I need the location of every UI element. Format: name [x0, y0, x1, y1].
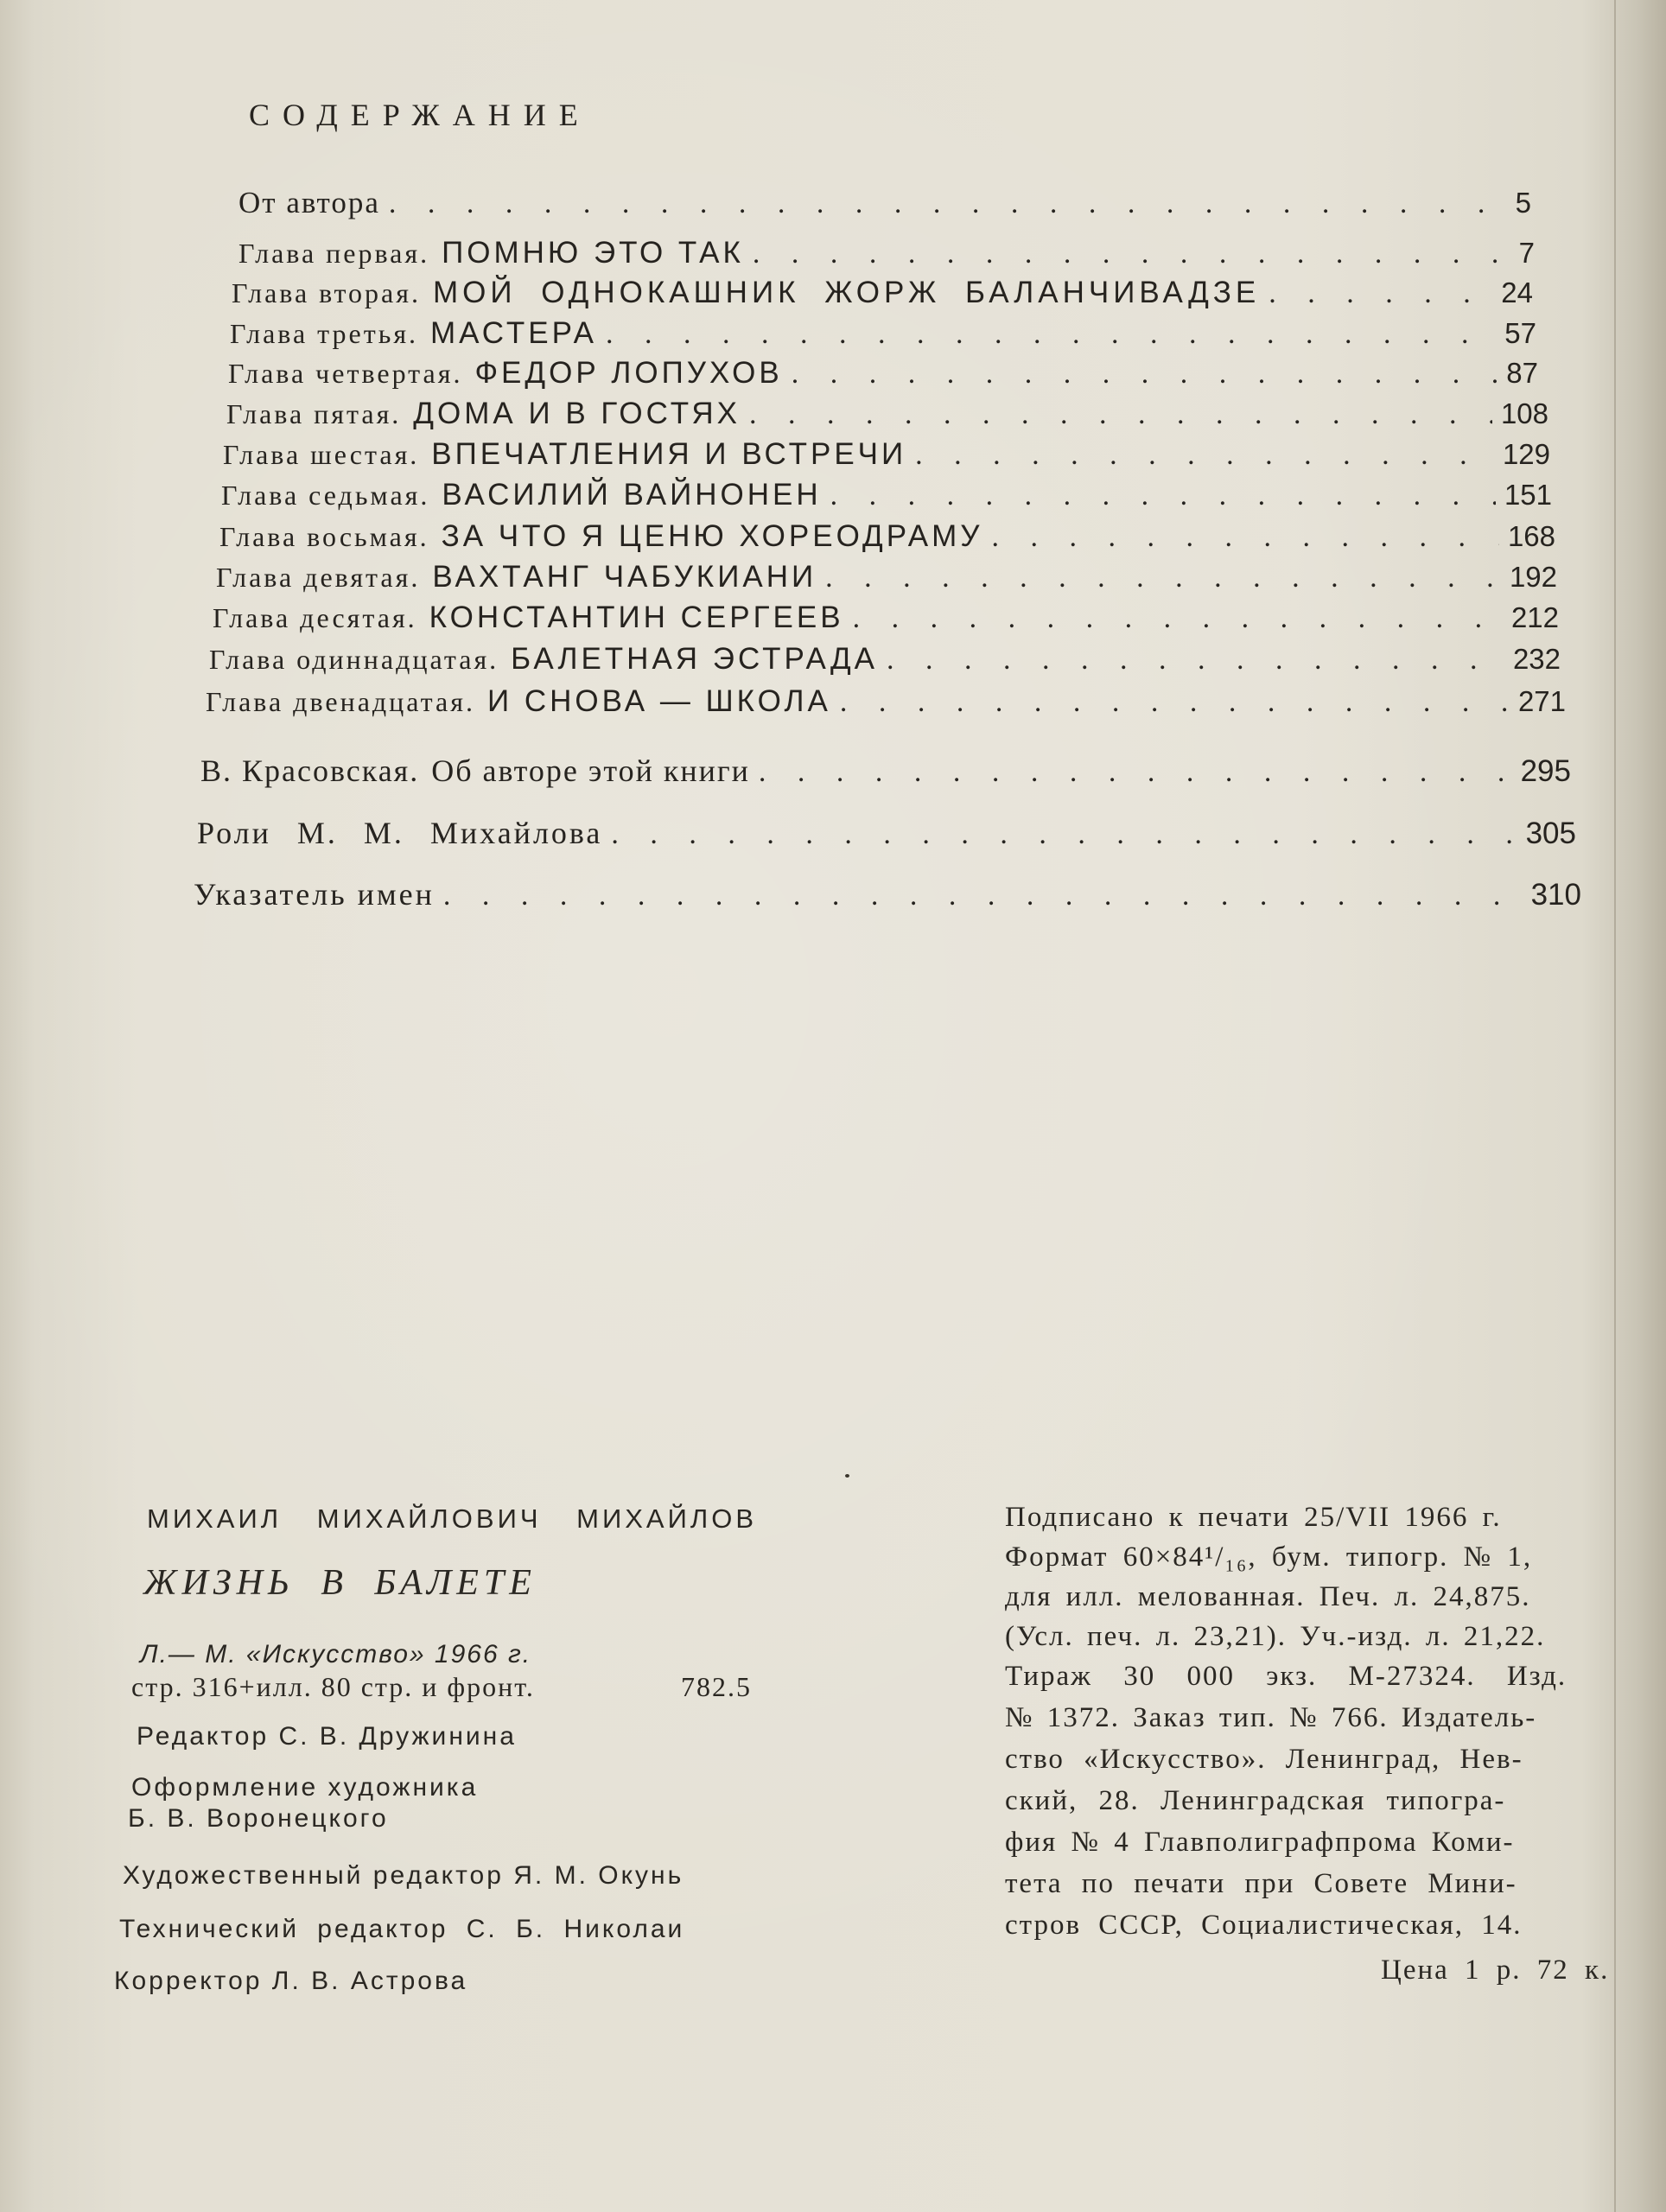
toc-entry-afterword — [200, 755, 1571, 787]
toc-leader-dots — [443, 881, 1523, 911]
toc-chapter-lead: Глава одиннадцатая. — [209, 644, 499, 675]
toc-leader-dots — [606, 320, 1496, 349]
toc-page-number: 305 — [1525, 817, 1576, 850]
toc-page-number: 108 — [1500, 397, 1548, 429]
toc-leader-dots — [759, 758, 1512, 787]
toc-leader-dots — [991, 523, 1498, 552]
toc-entry-chapter-7 — [221, 480, 1552, 511]
toc-chapter-lead: Глава вторая. — [232, 277, 421, 308]
colophon-line: стров СССР, Социалистическая, 14. — [1005, 1910, 1523, 1941]
toc-page-number: 5 — [1515, 187, 1531, 219]
toc-leader-dots — [611, 820, 1517, 849]
toc-page-number: 24 — [1501, 276, 1533, 308]
toc-leader-dots — [915, 441, 1494, 470]
colophon-line: (Усл. печ. л. 23,21). Уч.-изд. л. 21,22. — [1005, 1621, 1546, 1652]
toc-page-number: 192 — [1509, 561, 1557, 593]
imprint-corrector: Корректор Л. В. Астрова — [114, 1967, 468, 1995]
toc-page-number: 57 — [1504, 317, 1536, 349]
toc-chapter-title: ФЕДОР ЛОПУХОВ — [474, 356, 783, 390]
toc-leader-dots — [840, 688, 1510, 717]
toc-chapter-title: ЗА ЧТО Я ЦЕНЮ ХОРЕОДРАМУ — [441, 519, 983, 553]
contents-heading: СОДЕРЖАНИЕ — [249, 98, 591, 132]
toc-chapter-title: ВАСИЛИЙ ВАЙНОНЕН — [442, 478, 822, 512]
toc-page-number: 212 — [1510, 601, 1559, 633]
colophon-line: Тираж 30 000 экз. М-27324. Изд. — [1005, 1661, 1567, 1692]
colophon-line: тета по печати при Совете Мини- — [1005, 1868, 1517, 1899]
toc-entry-chapter-5 — [226, 398, 1548, 429]
toc-page-number: 129 — [1502, 438, 1550, 470]
toc-leader-dots — [887, 645, 1504, 675]
toc-entry-chapter-12 — [206, 686, 1566, 717]
colophon-line: ский, 28. Ленинградская типогра- — [1005, 1785, 1506, 1816]
colophon-line: фия № 4 Главполиграфпрома Коми- — [1005, 1827, 1515, 1858]
toc-leader-dots — [825, 563, 1501, 593]
toc-leader-dots — [749, 400, 1492, 429]
toc-entry-chapter-6 — [223, 439, 1550, 470]
imprint-book-title: ЖИЗНЬ В БАЛЕТЕ — [143, 1563, 537, 1603]
imprint-publisher-line: Л.— М. «Искусство» 1966 г. — [140, 1640, 532, 1669]
imprint-tech-editor: Технический редактор С. Б. Николаи — [119, 1915, 685, 1943]
colophon-line: для илл. мелованная. Печ. л. 24,875. — [1005, 1581, 1531, 1612]
page-fold — [1614, 0, 1616, 2212]
toc-chapter-lead: Глава пятая. — [226, 398, 402, 429]
imprint-pages-line: стр. 316+илл. 80 стр. и фронт. — [131, 1671, 535, 1702]
toc-page-number: 271 — [1517, 685, 1566, 717]
toc-page-number: 310 — [1530, 878, 1581, 912]
toc-chapter-lead: Глава двенадцатая. — [206, 686, 475, 717]
toc-chapter-title: ДОМА И В ГОСТЯХ — [413, 397, 741, 430]
toc-chapter-title: ПОМНЮ ЭТО ТАК — [442, 236, 744, 270]
toc-entry-label: Об авторе этой книги — [431, 753, 750, 788]
toc-entry-chapter-1 — [238, 238, 1535, 269]
toc-chapter-title: И СНОВА — ШКОЛА — [486, 684, 831, 718]
toc-entry-chapter-10 — [213, 602, 1559, 633]
toc-chapter-lead: Глава седьмая. — [221, 480, 430, 511]
colophon-line: № 1372. Заказ тип. № 766. Издатель- — [1005, 1702, 1537, 1733]
toc-chapter-title: МАСТЕРА — [430, 316, 597, 350]
toc-chapter-lead: Глава девятая. — [216, 562, 421, 593]
toc-entry-chapter-4 — [228, 358, 1538, 389]
toc-chapter-lead: Глава первая. — [238, 238, 430, 269]
toc-chapter-title: КОНСТАНТИН СЕРГЕЕВ — [429, 601, 844, 634]
toc-chapter-lead: Глава десятая. — [213, 602, 417, 633]
toc-chapter-title: БАЛЕТНАЯ ЭСТРАДА — [511, 642, 879, 676]
ink-speck — [845, 1474, 849, 1478]
toc-page-number: 232 — [1512, 643, 1561, 675]
imprint-classification: 782.5 — [681, 1671, 752, 1702]
toc-chapter-lead: Глава четвертая. — [228, 358, 463, 389]
toc-chapter-title: ВПЕЧАТЛЕНИЯ И ВСТРЕЧИ — [431, 437, 907, 471]
toc-entry-chapter-9 — [216, 562, 1557, 593]
toc-leader-dots — [853, 604, 1503, 633]
toc-chapter-title: ВАХТАНГ ЧАБУКИАНИ — [432, 560, 817, 594]
toc-page-number: 7 — [1518, 237, 1535, 269]
toc-page-number: 295 — [1520, 754, 1571, 788]
toc-entry-roles — [197, 817, 1576, 849]
imprint-art-editor: Художественный редактор Я. М. Окунь — [123, 1861, 684, 1890]
toc-entry-label: Указатель имен — [194, 877, 435, 912]
toc-leader-dots — [1269, 279, 1492, 308]
toc-entry-chapter-2 — [232, 277, 1533, 308]
toc-entry-index — [194, 879, 1581, 911]
colophon-line: Формат 60×84¹/₁₆, бум. типогр. № 1, — [1005, 1541, 1533, 1573]
toc-page-number: 87 — [1506, 357, 1538, 389]
colophon-price: Цена 1 р. 72 к. — [1381, 1955, 1610, 1986]
toc-leader-dots — [792, 359, 1498, 389]
toc-afterword-author: В. Красовская. — [200, 753, 420, 788]
toc-entry-preface — [238, 188, 1531, 219]
imprint-design-line-2: Б. В. Воронецкого — [128, 1804, 389, 1833]
toc-entry-label: Роли М. М. Михайлова — [197, 816, 603, 850]
toc-entry-chapter-3 — [230, 318, 1536, 349]
toc-page-number: 168 — [1507, 520, 1555, 552]
toc-chapter-title: МОЙ ОДНОКАШНИК ЖОРЖ БАЛАНЧИВАДЗЕ — [432, 276, 1261, 309]
toc-chapter-lead: Глава шестая. — [223, 439, 420, 470]
toc-leader-dots — [830, 481, 1496, 511]
colophon-line: Подписано к печати 25/VII 1966 г. — [1005, 1502, 1502, 1533]
toc-entry-chapter-11 — [209, 644, 1561, 675]
imprint-author: МИХАИЛ МИХАЙЛОВИЧ МИХАЙЛОВ — [147, 1503, 757, 1534]
toc-entry-chapter-8 — [219, 521, 1555, 552]
toc-chapter-lead: Глава третья. — [230, 318, 419, 349]
colophon-line: ство «Искусство». Ленинград, Нев- — [1005, 1744, 1523, 1775]
toc-page-number: 151 — [1504, 479, 1552, 511]
toc-entry-label: От автора — [238, 186, 380, 219]
toc-leader-dots — [389, 189, 1507, 219]
toc-leader-dots — [753, 239, 1510, 269]
toc-chapter-lead: Глава восьмая. — [219, 521, 429, 552]
imprint-editor: Редактор С. В. Дружинина — [137, 1722, 517, 1751]
imprint-design-line-1: Оформление художника — [131, 1773, 479, 1802]
